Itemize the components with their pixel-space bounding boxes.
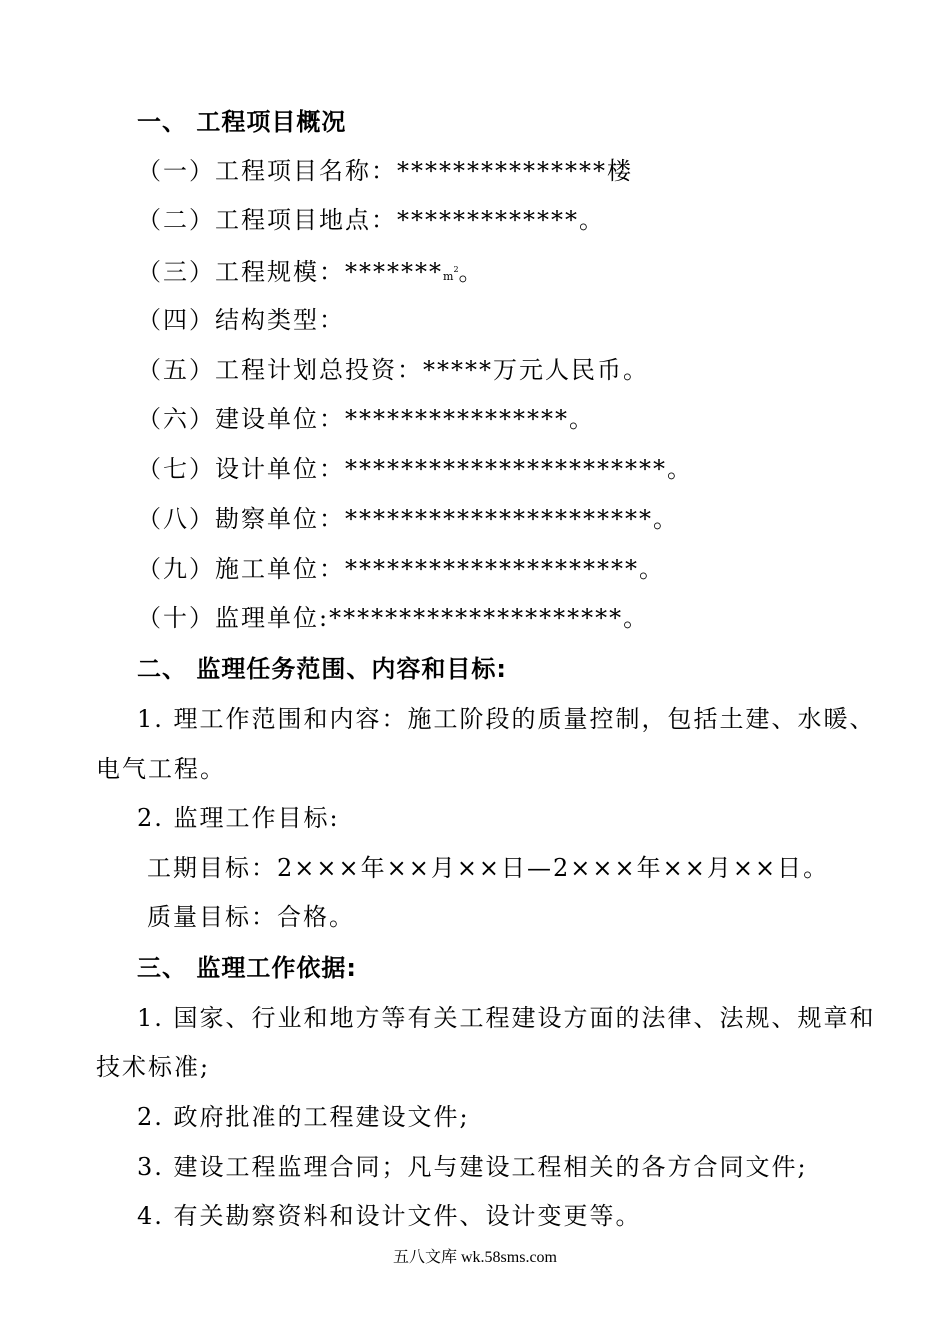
section1-item-7 <box>137 453 693 485</box>
item-text: 建设单位：****************。 <box>215 405 595 433</box>
section1-item-2 <box>137 204 605 236</box>
item-number: （四） <box>137 306 215 334</box>
section1-item-8 <box>137 503 679 535</box>
item-number: （七） <box>137 455 215 483</box>
item-number: （三） <box>137 258 215 286</box>
section1-item-1 <box>137 155 633 187</box>
section3-paragraph-1-cont: 技术标准; <box>96 1053 211 1081</box>
section2-paragraph-1: 1. 理工作范围和内容：施工阶段的质量控制，包括土建、水暖、 <box>137 705 876 733</box>
item-text-end: 。 <box>458 258 485 286</box>
item-number: （二） <box>137 206 215 234</box>
section2-paragraph-2: 2. 监理工作目标: <box>137 804 340 832</box>
item-number: （八） <box>137 505 215 533</box>
item-number: （十） <box>137 604 215 632</box>
section3-paragraph-2: 2. 政府批准的工程建设文件; <box>137 1103 470 1131</box>
section3-paragraph-1: 1. 国家、行业和地方等有关工程建设方面的法律、法规、规章和 <box>137 1004 876 1032</box>
item-text: 勘察单位：**********************。 <box>215 505 679 533</box>
quality-goal: 质量目标：合格。 <box>147 903 355 931</box>
section3-heading: 三、 监理工作依据: <box>137 954 357 982</box>
item-text: 结构类型： <box>215 306 345 334</box>
item-text: 设计单位：***********************。 <box>215 455 693 483</box>
item-number: （一） <box>137 157 215 185</box>
page-footer: 五八文库 wk.58sms.com <box>392 1249 557 1266</box>
item-text: 施工单位：*********************。 <box>215 555 665 583</box>
section3-paragraph-3: 3. 建设工程监理合同；凡与建设工程相关的各方合同文件; <box>137 1153 808 1181</box>
section2-heading: 二、 监理任务范围、内容和目标: <box>137 655 507 683</box>
schedule-goal: 工期目标：2×××年××月××日—2×××年××月××日。 <box>147 854 830 882</box>
section3-paragraph-4: 4. 有关勘察资料和设计文件、设计变更等。 <box>137 1202 642 1230</box>
item-text: 工程计划总投资：*****万元人民币。 <box>215 356 649 384</box>
item-number: （五） <box>137 356 215 384</box>
item-number: （九） <box>137 555 215 583</box>
section1-item-9 <box>137 553 665 585</box>
item-number: （六） <box>137 405 215 433</box>
section1-heading: 一、 工程项目概况 <box>137 108 347 136</box>
item-text: 工程项目名称：***************楼 <box>215 157 633 185</box>
section1-item-10 <box>137 602 649 634</box>
section1-item-4 <box>137 304 345 336</box>
section1-item-3 <box>137 254 485 293</box>
item-text: 工程规模：******* <box>215 258 443 286</box>
section1-item-6 <box>137 403 595 435</box>
item-text: 监理单位:*********************。 <box>215 604 650 632</box>
unit-superscript: 2 <box>453 265 459 274</box>
unit-text: m <box>443 270 454 283</box>
section1-item-5 <box>137 354 649 386</box>
section2-paragraph-1-cont: 电气工程。 <box>96 755 226 783</box>
item-text: 工程项目地点：*************。 <box>215 206 605 234</box>
